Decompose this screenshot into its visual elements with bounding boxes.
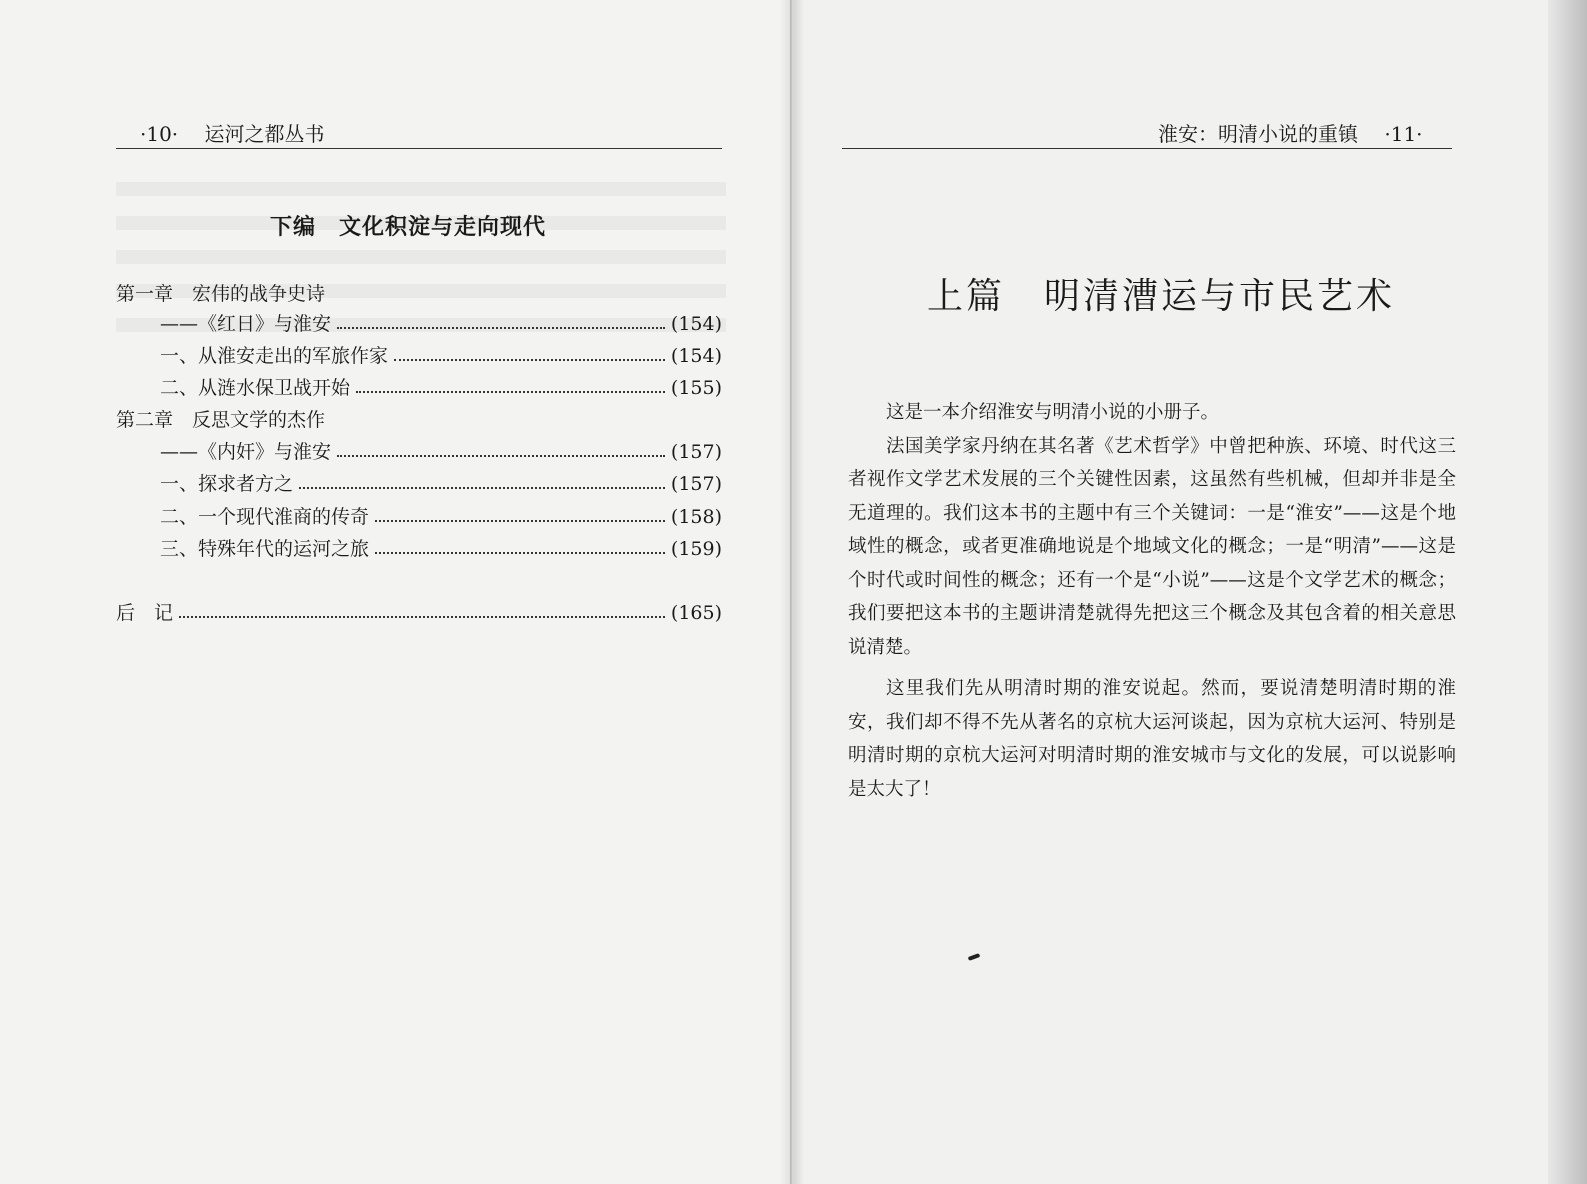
- paragraph: 这里我们先从明清时期的淮安说起。然而，要说清楚明清时期的淮安，我们却不得不先从著名的京杭大运河谈起，因为京杭大运河、特别是明清时期的京杭大运河对明清时期的淮安城市与文化的发展，可以说影响是太大了！: [848, 678, 1456, 800]
- leader-dots: [179, 616, 665, 618]
- toc-page-number: (155): [670, 377, 722, 399]
- toc-afterword: [116, 598, 722, 628]
- toc-page-number: (157): [670, 441, 722, 463]
- toc-entry: [160, 437, 722, 467]
- toc-chapter-1: [116, 279, 722, 309]
- paragraph: 这是一本介绍淮安与明清小说的小册子。: [886, 402, 1220, 423]
- leader-dots: [394, 359, 665, 361]
- toc-label: 二、一个现代淮商的传奇: [160, 506, 370, 528]
- page-edge: [1548, 0, 1587, 1184]
- leader-dots: [356, 391, 665, 393]
- toc-label: 三、特殊年代的运河之旅: [160, 538, 370, 560]
- leader-dots: [337, 327, 665, 329]
- left-running-header: [120, 118, 325, 147]
- left-page-number: ·10·: [140, 122, 179, 146]
- toc-entry: [160, 309, 722, 339]
- gutter-shadow: [780, 0, 804, 1184]
- toc-entry: [160, 373, 722, 403]
- toc-page-number: (159): [670, 538, 722, 560]
- right-header-rule: [842, 148, 1452, 149]
- book-title-header: 淮安：明清小说的重镇: [1158, 122, 1358, 146]
- toc-label: 二、从涟水保卫战开始: [160, 377, 351, 399]
- leader-dots: [337, 455, 665, 457]
- toc-label: 一、从淮安走出的军旅作家: [160, 345, 389, 367]
- series-title: 运河之都丛书: [204, 122, 325, 146]
- toc-label: 后 记: [116, 602, 174, 624]
- right-page-number: ·11·: [1384, 122, 1423, 146]
- body-text: [848, 396, 1456, 806]
- toc-entry: [160, 534, 722, 564]
- toc-label: 一、探求者方之: [160, 473, 294, 495]
- toc-entry: [160, 502, 722, 532]
- left-page: [0, 0, 791, 1184]
- toc-label: ——《红日》与淮安: [160, 313, 332, 335]
- leader-dots: [375, 520, 665, 522]
- toc-part-title: 下编 文化积淀与走向现代: [270, 215, 547, 240]
- toc-page-number: (154): [670, 345, 722, 367]
- toc-label: 第二章 反思文学的杰作: [116, 409, 326, 431]
- leader-dots: [375, 552, 665, 554]
- toc-page-number: (157): [670, 473, 722, 495]
- part-title: 上篇 明清漕运与市民艺术: [927, 276, 1396, 317]
- toc-page-number: (158): [670, 506, 722, 528]
- toc-page-number: (165): [670, 602, 722, 624]
- right-running-header: [1158, 118, 1443, 147]
- toc-label: 第一章 宏伟的战争史诗: [116, 283, 326, 305]
- toc-entry: [160, 341, 722, 371]
- toc-label: ——《内奸》与淮安: [160, 441, 332, 463]
- toc-page-number: (154): [670, 313, 722, 335]
- left-header-rule: [116, 148, 722, 149]
- leader-dots: [299, 487, 665, 489]
- toc-chapter-2: [116, 405, 722, 435]
- paragraph: 法国美学家丹纳在其名著《艺术哲学》中曾把种族、环境、时代这三者视作文学艺术发展的三个关键性因素，这虽然有些机械，但却并非是全无道理的。我们这本书的主题中有三个关键词：一是“淮安”——这是个地域性的概念，或者更准确地说是个地域文化的概念；一是“明清”——这是个时代或时间性的概念；还有一个是“小说”——这是个文学艺术的概念；我们要把这本书的主题讲清楚就得先把这三个概念及其包含着的相关意思说清楚。: [848, 435, 1456, 658]
- toc-entry: [160, 469, 722, 499]
